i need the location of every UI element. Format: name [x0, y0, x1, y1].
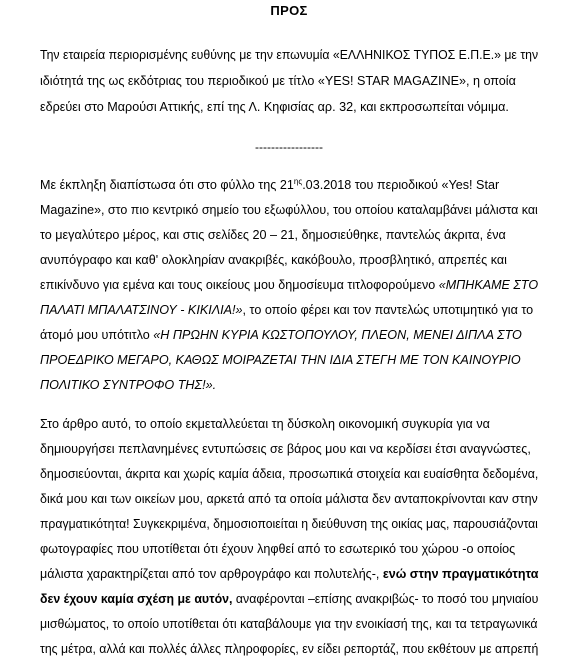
text-line: ΠΑΛΑΤΙ ΜΠΑΛΑΤΣΙΝΟΥ - ΚΙΚΙΛΙΑ!», το οποίο φέρει και τον παντελώς υποτιμητικό για το — [40, 303, 534, 317]
text-line: μάλιστα χαρακτηρίζεται από τον αρθρογράφο και πολυτελής-, ενώ στην πραγματικότητα — [40, 567, 539, 581]
text-line: φωτογραφίες που υποτίθεται ότι έχουν ληφθεί από το εσωτερικό του χώρου -ο οποίος — [40, 542, 516, 556]
text-line: Magazine», στο πιο κεντρικό σημείο του εξωφύλλου, του οποίου καταλαμβάνει μάλιστα και — [40, 203, 538, 217]
article-title: ΠΑΛΑΤΙ ΜΠΑΛΑΤΣΙΝΟΥ - ΚΙΚΙΛΙΑ!» — [40, 303, 243, 317]
article-subtitle: «Η ΠΡΩΗΝ ΚΥΡΙΑ ΚΩΣΤΟΠΟΥΛΟΥ, ΠΛΕΟΝ, ΜΕΝΕΙ ΔΙΠΛΑ ΣΤΟ — [153, 328, 522, 342]
text-line: ΠΟΛΙΤΙΚΟ ΣΥΝΤΡΟΦΟ ΤΗΣ!». — [40, 378, 217, 392]
text-line: ανυπόγραφο και καθ' ολοκληρίαν ανακριβές, κακόβουλο, προσβλητικό, απρεπές και — [40, 253, 507, 267]
heading: ΠΡΟΣ — [270, 3, 308, 18]
superscript: ης — [293, 176, 303, 186]
text-line: εδρεύει στο Μαρούσι Αττικής, επί της Λ. Κηφισίας αρ. 32, και εκπροσωπείται νόμιμα. — [40, 100, 509, 114]
separator: ----------------- — [255, 140, 323, 154]
text-line: δημοσιεύονται, άκριτα και χωρίς καμία άδεια, προσωπικά στοιχεία και ευαίσθητα δεδομένα, — [40, 467, 539, 481]
text-line: δημιουργήσει πεπλανημένες εντυπώσεις σε βάρος μου και να κερδίσει έτσι αναγνώστες, — [40, 442, 531, 456]
text-line: το μεγαλύτερο μέρος, και στις σελίδες 20 – 21, δημοσιεύθηκε, παντελώς άκριτα, ένα — [40, 228, 506, 242]
text-line: πραγματικότητα! Συγκεκριμένα, δημοσιοποιείται η διεύθυνση της οικίας μας, παρουσιάζονται — [40, 517, 538, 531]
text-line: Με έκπληξη διαπίστωσα ότι στο φύλλο της $21^{\eta\varsigma}.03.2018$ του περιοδικού «Yes! Star — [40, 176, 500, 192]
text-line: Στο άρθρο αυτό, το οποίο εκμεταλλεύεται τη δύσκολη οικονομική συγκυρία για να — [40, 417, 490, 431]
text-line: ΠΡΟΕΔΡΙΚΟ ΜΕΓΑΡΟ, ΚΑΘΩΣ ΜΟΙΡΑΖΕΤΑΙ ΤΗΝ ΙΔΙΑ ΣΤΕΓΗ ΜΕ ΤΟΝ ΚΑΙΝΟΥΡΙΟ — [40, 353, 521, 367]
bold-text: δεν έχουν καμία σχέση με αυτόν, — [40, 592, 233, 606]
article-title: «ΜΠΗΚΑΜΕ ΣΤΟ — [438, 278, 539, 292]
text-line: ιδιότητά της ως εκδότριας του περιοδικού με τίτλο «YES! STAR MAGAZINE», η οποία — [40, 74, 516, 88]
text-line: άτομό μου υπότιτλο «Η ΠΡΩΗΝ ΚΥΡΙΑ ΚΩΣΤΟΠΟΥΛΟΥ, ΠΛΕΟΝ, ΜΕΝΕΙ ΔΙΠΛΑ ΣΤΟ — [40, 328, 522, 342]
text-line: Την εταιρεία περιορισμένης ευθύνης με την επωνυμία «ΕΛΛΗΝΙΚΟΣ ΤΥΠΟΣ Ε.Π.Ε.» με την — [40, 48, 539, 62]
text-line: επικίνδυνο για εμένα και τους οικείους μου δημοσίευμα τιτλοφορούμενο «ΜΠΗΚΑΜΕ ΣΤΟ — [40, 278, 539, 292]
text-line: μισθώματος, το οποίο υποτίθεται ότι καταβάλουμε για την ενοικίασή της, και τα τετραγωνικά — [40, 617, 538, 631]
text-line: της μέτρα, αλλά και πολλές άλλες πληροφορίες, εν είδει ρεπορτάζ, που εκθέτουν με απρεπή — [40, 642, 539, 656]
text-line: δικά μου και των οικείων μου, αρκετά από τα οποία μάλιστα δεν ανταποκρίνονται καν στην — [40, 492, 538, 506]
bold-text: ενώ στην πραγματικότητα — [382, 567, 539, 581]
text-line: δεν έχουν καμία σχέση με αυτόν, αναφέρονται –επίσης ανακριβώς- το ποσό του μηνιαίου — [40, 592, 539, 606]
